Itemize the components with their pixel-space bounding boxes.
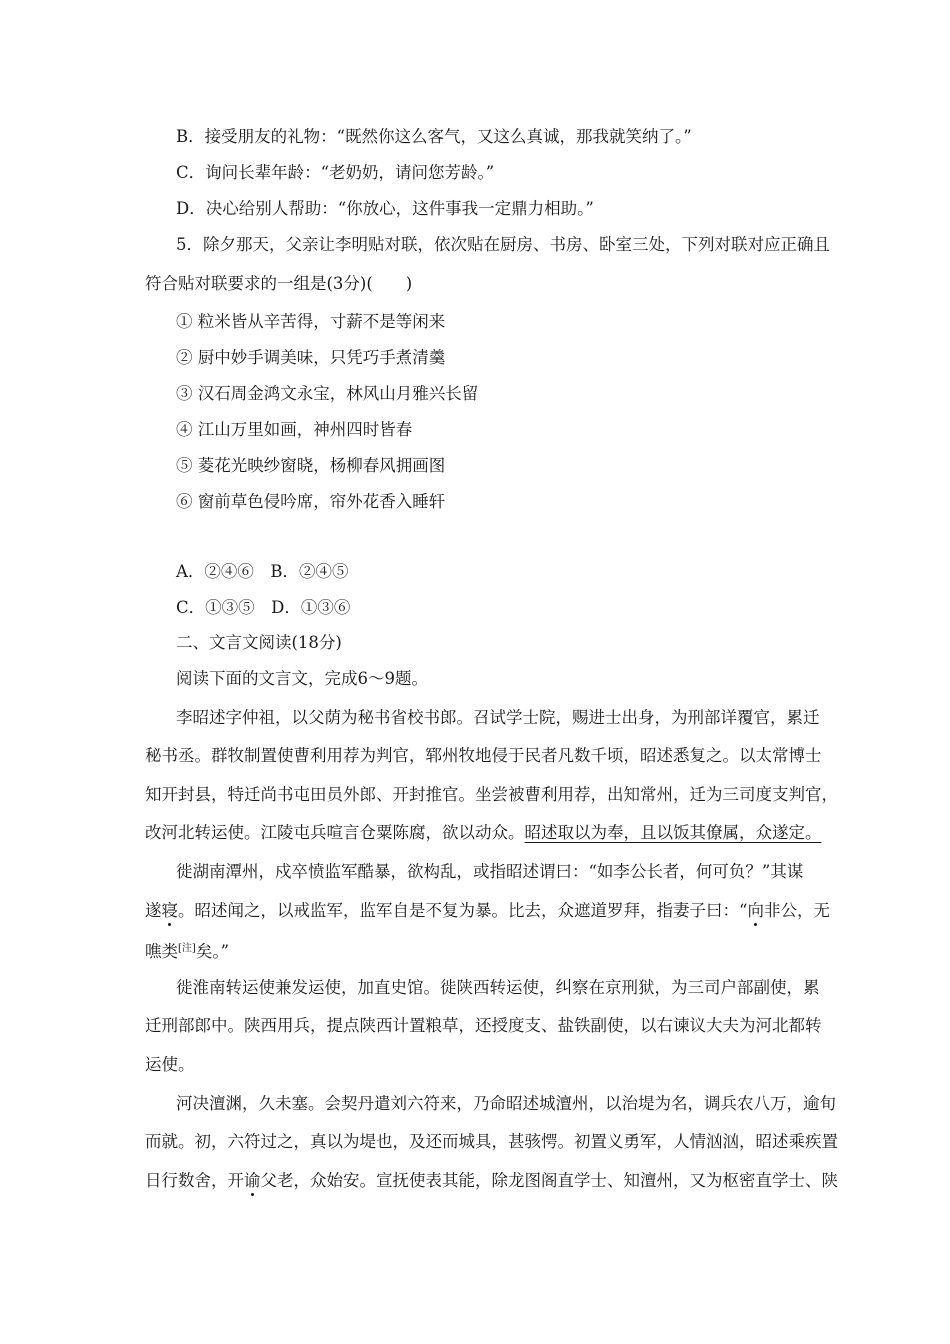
passage-p3-line-1: 徙淮南转运使兼发运使，加直史馆。徙陕西转运使，纠察在京刑狱，为三司户部副使，累 — [176, 978, 820, 997]
passage-p1-line-2: 秘书丞。群牧制置使曹利用荐为判官，郓州牧地侵于民者凡数千顷，昭述悉复之。以太常博士 — [145, 746, 822, 765]
footnote-marker: [注] — [178, 943, 196, 954]
passage-p2-line-3 — [145, 938, 229, 963]
dotted-char: 谕 — [244, 1171, 261, 1190]
passage-p1-line-4 — [145, 822, 822, 844]
underlined-sentence: 昭述取以为奉，且以饭其僚属，众遂定。 — [524, 823, 822, 842]
couplet-4: ④ 江山万里如画，神州四时皆春 — [176, 420, 413, 439]
question-5-line-2: 符合贴对联要求的一组是(3分)( ) — [145, 274, 413, 293]
passage-text: 噍类 — [145, 942, 178, 961]
couplet-5: ⑤ 菱花光映纱窗晓，杨柳春风拥画图 — [176, 456, 446, 475]
section-2-title: 二、文言文阅读(18分) — [176, 633, 342, 652]
passage-p4-line-2: 而就。初，六符过之，真以为堤也，及还而城具，甚骇愕。初置义勇军，人情汹汹，昭述乘疾置 — [145, 1132, 838, 1151]
option-d: D．决心给别人帮助：“你放心，这件事我一定鼎力相助。” — [176, 199, 594, 218]
passage-p2-line-1: 徙湖南潭州，戍卒愤监军酷暴，欲构乱，或指昭述谓曰：“如李公长者，何可负？”其谋 — [176, 862, 804, 881]
passage-text: 非公，无 — [763, 901, 830, 920]
passage-p3-line-3: 运使。 — [145, 1055, 195, 1074]
passage-p1-line-1: 李昭述字仲祖，以父荫为秘书省校书郎。召试学士院，赐进士出身，为刑部详覆官，累迁 — [176, 708, 820, 727]
couplet-2: ② 厨中妙手调美味，只凭巧手煮清羹 — [176, 348, 446, 367]
option-b: B．接受朋友的礼物：“既然你这么客气，又这么真诚，那我就笑纳了。” — [176, 127, 692, 146]
passage-text: 。昭述闻之，以戒监军，监军自是不复为暴。比去，众遮道罗拜，指妻子曰：“ — [178, 901, 748, 920]
couplet-3: ③ 汉石周金鸿文永宝，林风山月雅兴长留 — [176, 384, 479, 403]
passage-text: 日行数舍，开 — [145, 1171, 244, 1190]
answer-choices-ab: A．②④⑥ B．②④⑤ — [176, 562, 349, 581]
couplet-1: ① 粒米皆从辛苦得，寸薪不是等闲来 — [176, 312, 446, 331]
passage-p3-line-2: 迁刑部郎中。陕西用兵，提点陕西计置粮草，还授度支、盐铁副使，以右谏议大夫为河北都转 — [145, 1016, 822, 1035]
passage-p4-line-3 — [145, 1170, 838, 1192]
passage-p4-line-1: 河决澶渊，久未塞。会契丹遣刘六符来，乃命昭述城澶州，以治堤为名，调兵农八万，逾旬 — [176, 1094, 836, 1113]
couplet-6: ⑥ 窗前草色侵吟席，帘外花香入睡轩 — [176, 492, 446, 511]
passage-p2-line-2 — [145, 900, 830, 922]
question-5-line-1: 5．除夕那天，父亲让李明贴对联，依次贴在厨房、书房、卧室三处，下列对联对应正确且 — [176, 235, 830, 254]
passage-text: 父老，众始安。宣抚使表其能，除龙图阁直学士、知澶州，又为枢密直学士、陕 — [260, 1171, 838, 1190]
passage-text: 改河北转运使。江陵屯兵喧言仓粟陈腐，欲以动众。 — [145, 823, 525, 842]
option-c: C．询问长辈年龄：“老奶奶，请问您芳龄。” — [176, 163, 495, 182]
answer-choices-cd: C．①③⑤ D．①③⑥ — [176, 598, 351, 617]
passage-p1-line-3: 知开封县，特迁尚书屯田员外郎、开封推官。坐尝被曹利用荐，出知常州，迁为三司度支判官， — [145, 785, 838, 804]
passage-text: 遂 — [145, 901, 162, 920]
dotted-char: 向 — [747, 901, 764, 920]
passage-text: 矣。” — [195, 942, 229, 961]
dotted-char: 寝 — [161, 901, 178, 920]
section-2-instruction: 阅读下面的文言文，完成6～9题。 — [176, 669, 428, 688]
